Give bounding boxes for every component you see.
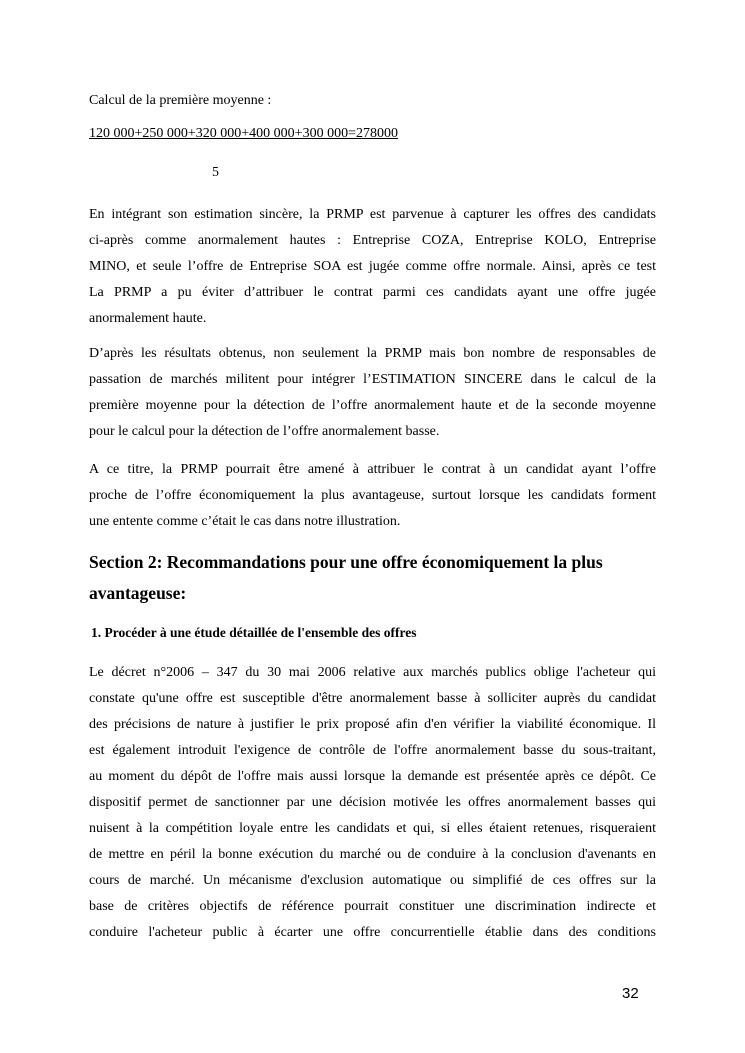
intro-label: Calcul de la première moyenne : xyxy=(89,93,272,108)
paragraph-line: passation de marchés militent pour intégrer l’ESTIMATION SINCERE dans le calcul de la xyxy=(89,372,656,387)
paragraph-line: dispositif permet de sanctionner par une décision motivée les offres anormalement basses qui xyxy=(89,795,656,810)
paragraph-3 xyxy=(89,457,656,535)
paragraph-line: est également introduit l'exigence de contrôle de l'offre anormalement basse du sous-traitant, xyxy=(89,743,656,758)
paragraph-line: conduire l'acheteur public à écarter une offre concurrentielle établie dans des conditions xyxy=(89,925,656,940)
paragraph-2 xyxy=(89,341,656,445)
paragraph-line: La PRMP a pu éviter d’attribuer le contrat parmi ces candidats ayant une offre jugée xyxy=(89,285,656,300)
paragraph-line: de mettre en péril la bonne exécution du marché ou de conduire à la conclusion d'avenants en xyxy=(89,847,656,862)
paragraph-line: En intégrant son estimation sincère, la PRMP est parvenue à capturer les offres des candidats xyxy=(89,207,656,222)
paragraph-line: au moment du dépôt de l'offre mais aussi lorsque la demande est présentée après ce dépôt. Ce xyxy=(89,769,656,784)
paragraph-line: cours de marché. Un mécanisme d'exclusion automatique ou simplifié de ces offres sur la xyxy=(89,873,656,888)
paragraph-line: proche de l’offre économiquement la plus avantageuse, surtout lorsque les candidats forment xyxy=(89,488,656,503)
formula-numerator: 120 000+250 000+320 000+400 000+300 000=278000 xyxy=(89,126,398,141)
paragraph-line: D’après les résultats obtenus, non seulement la PRMP mais bon nombre de responsables de xyxy=(89,346,656,361)
paragraph-line: des précisions de nature à justifier le prix proposé afin d'en vérifier la viabilité économique. Il xyxy=(89,717,656,732)
subsection-heading: 1. Procéder à une étude détaillée de l'ensemble des offres xyxy=(91,625,417,640)
paragraph-line: première moyenne pour la détection de l’offre anormalement haute et de la seconde moyenne xyxy=(89,398,656,413)
paragraph-line: ci-après comme anormalement hautes : Entreprise COZA, Entreprise KOLO, Entreprise xyxy=(89,233,656,248)
paragraph-1 xyxy=(89,202,656,332)
section-heading-line-1: Section 2: Recommandations pour une offre économiquement la plus xyxy=(89,552,603,572)
formula-divisor: 5 xyxy=(212,165,219,180)
paragraph-line: pour le calcul pour la détection de l’offre anormalement basse. xyxy=(89,424,440,439)
paragraph-line: A ce titre, la PRMP pourrait être amené à attribuer le contrat à un candidat ayant l’offre xyxy=(89,462,656,477)
paragraph-line: MINO, et seule l’offre de Entreprise SOA est jugée comme offre normale. Ainsi, après ce test xyxy=(89,259,656,274)
paragraph-line: une entente comme c’était le cas dans notre illustration. xyxy=(89,514,401,529)
paragraph-4 xyxy=(89,660,656,946)
paragraph-line: nuisent à la compétition loyale entre les candidats et qui, si elles étaient retenues, risqueraient xyxy=(89,821,656,836)
paragraph-line: Le décret n°2006 – 347 du 30 mai 2006 relative aux marchés publics oblige l'acheteur qui xyxy=(89,665,656,680)
paragraph-line: constate qu'une offre est susceptible d'être anormalement basse à solliciter auprès du candidat xyxy=(89,691,656,706)
paragraph-line: base de critères objectifs de référence pourrait constituer une discrimination indirecte et xyxy=(89,899,656,914)
paragraph-line: anormalement haute. xyxy=(89,311,207,326)
page-number: 32 xyxy=(622,985,639,1002)
section-heading-line-2: avantageuse: xyxy=(89,583,187,603)
